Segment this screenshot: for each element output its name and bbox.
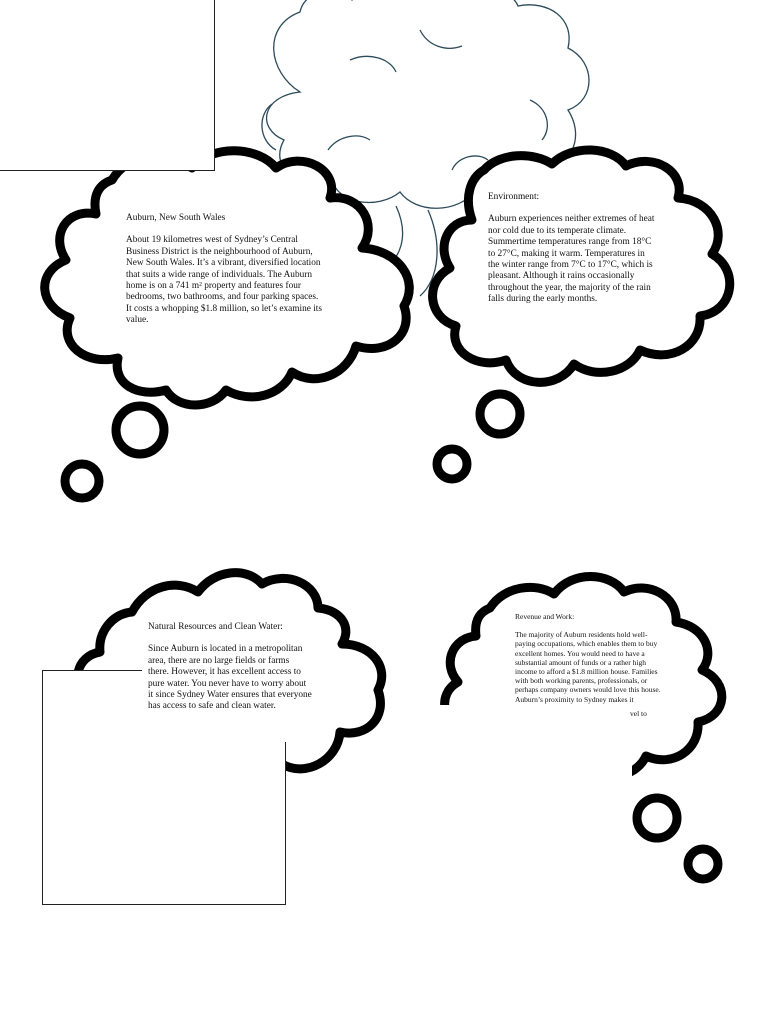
environment-text — [488, 192, 655, 306]
environment-heading: Environment: — [488, 192, 540, 202]
auburn-heading: Auburn, New South Wales — [126, 213, 226, 223]
revenue-heading: Revenue and Work: — [515, 612, 575, 621]
natural-resources-text — [148, 622, 312, 713]
revenue-body: The majority of Auburn residents hold well-paying occupations, which enables them to buy excellent homes. You would need to have a substantial amount of funds or a rather high income to afford a $1.8 million house. Families with both working parents, professionals, or perhaps company owners would love this house. Auburn’s proximity to Sydney makes it — [515, 630, 661, 704]
box-edge-top — [42, 670, 142, 671]
natural-resources-body: Since Auburn is located in a metropolitan area, there are no large fields or farms there. However, it has excellent access to pure water. You never have to worry about it since Sydney Water ensures that everyone has access to safe and clean water. — [148, 644, 312, 712]
blank-box-top-left — [0, 0, 215, 171]
revenue-text — [515, 612, 665, 705]
environment-body: Auburn experiences neither extremes of heat nor cold due to its temperate climate. Summertime temperatures range from 18°C to 27°C, making it warm. Temperatures in the winter range from 7°C to 17°C, which is pleasant. Although it rains occasionally throughout the year, the majority of the rain falls during the early months. — [488, 214, 655, 305]
auburn-body: About 19 kilometres west of Sydney’s Central Business District is the neighbourhood of Auburn, New South Wales. It’s a vibrant, diversified location that suits a wide range of individuals. The Auburn home is on a 741 m² property and features four bedrooms, two bathrooms, and four parking spaces. It costs a whopping $1.8 million, so let’s examine its value. — [126, 235, 322, 326]
cloud-mask-revenue — [440, 705, 632, 805]
cloud-mask-natural — [43, 710, 285, 742]
auburn-text — [126, 213, 326, 327]
box-edge-right — [285, 742, 286, 905]
revenue-cut-fragment: vel to — [630, 709, 647, 718]
natural-resources-heading: Natural Resources and Clean Water: — [148, 622, 283, 632]
